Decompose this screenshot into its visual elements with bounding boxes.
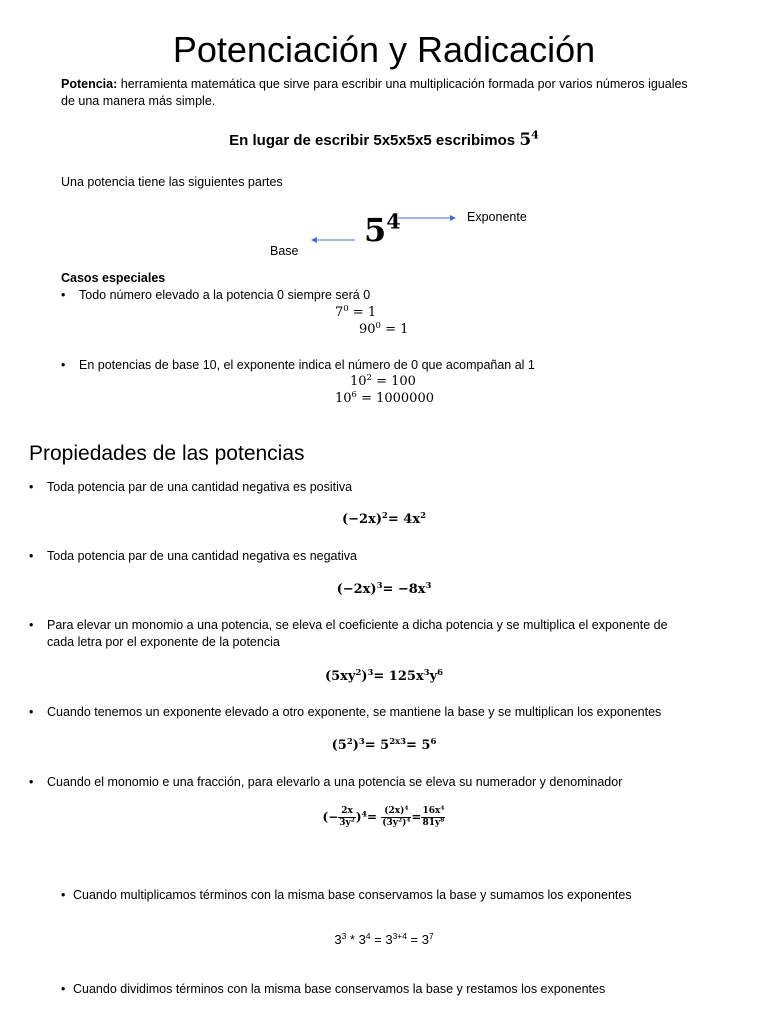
base-label: Base — [270, 244, 299, 258]
special-cases-heading: Casos especiales — [61, 271, 166, 285]
page-title: Potenciación y Radicación — [172, 29, 596, 70]
list-item: • Toda potencia par de una cantidad negativa es positiva — [29, 480, 353, 494]
definition-paragraph — [61, 76, 701, 110]
base-arrow — [311, 235, 356, 245]
list-item: • En potencias de base 10, el exponente indica el número de 0 que acompañan al 1 — [61, 358, 535, 372]
list-item: • Cuando tenemos un exponente elevado a otro exponente, se mantiene la base y se multiplican los exponentes — [29, 705, 662, 719]
example-line — [0, 129, 768, 152]
parts-power: $5^4$ — [364, 208, 401, 249]
parts-intro: Una potencia tiene las siguientes partes — [61, 175, 283, 189]
list-item: • Cuando dividimos términos con la misma base conservamos la base y restamos los exponentes — [61, 982, 606, 996]
list-item: • Toda potencia par de una cantidad negativa es negativa — [29, 549, 357, 563]
formula-property-1: $(-2x)^2= 4x^2$ — [342, 509, 426, 527]
list-item: • Todo número elevado a la potencia 0 siempre será 0 — [61, 288, 371, 302]
example-power: $5^4$ — [519, 128, 539, 150]
list-item: • Para elevar un monomio a una potencia, se eleva el coeficiente a dicha potencia y se multiplica el exponente de cada letra por el exponente de la potencia — [29, 618, 668, 649]
formula-base-ten-2: $10^6 = 1000000$ — [335, 388, 434, 406]
formula-property-2: $(-2x)^3= -8x^3$ — [336, 579, 432, 597]
exponent-label: Exponente — [467, 210, 527, 224]
formula-property-4: $(5^2)^3= 5^{2x3}= 5^6$ — [331, 735, 437, 753]
exponent-arrow — [398, 213, 456, 223]
example-text: En lugar de escribir 5x5x5x5 escribimos — [229, 132, 516, 149]
formula-zero-power-1: $7^0 = 1$ — [335, 302, 377, 320]
formula-property-3: $(5xy^2)^3= 125x^3y^6$ — [324, 666, 444, 684]
formula-property-5: (− $\frac{2x}{3y^2}$ )$^4$= $\frac{(2x)^4}{(3y^2)^4}$ = $\frac{16x^4}{81y^8}$ — [322, 805, 445, 828]
list-item: • Cuando multiplicamos términos con la misma base conservamos la base y sumamos los exponentes — [61, 888, 632, 902]
definition-term: Potencia: — [61, 77, 118, 91]
formula-base-ten-1: $10^2 = 100$ — [350, 371, 416, 389]
formula-multiplication: $3^3 * 3^4 = 3^{3+4} = 3^7$ — [334, 930, 434, 947]
list-item: • Cuando el monomio e una fracción, para elevarlo a una potencia se eleva su numerador y denominador — [29, 775, 623, 789]
section-heading: Propiedades de las potencias — [29, 442, 305, 465]
formula-zero-power-2: $90^0 = 1$ — [359, 319, 409, 337]
definition-text: herramienta matemática que sirve para escribir una multiplicación formada por varios números iguales de una manera más simple. — [61, 77, 688, 108]
